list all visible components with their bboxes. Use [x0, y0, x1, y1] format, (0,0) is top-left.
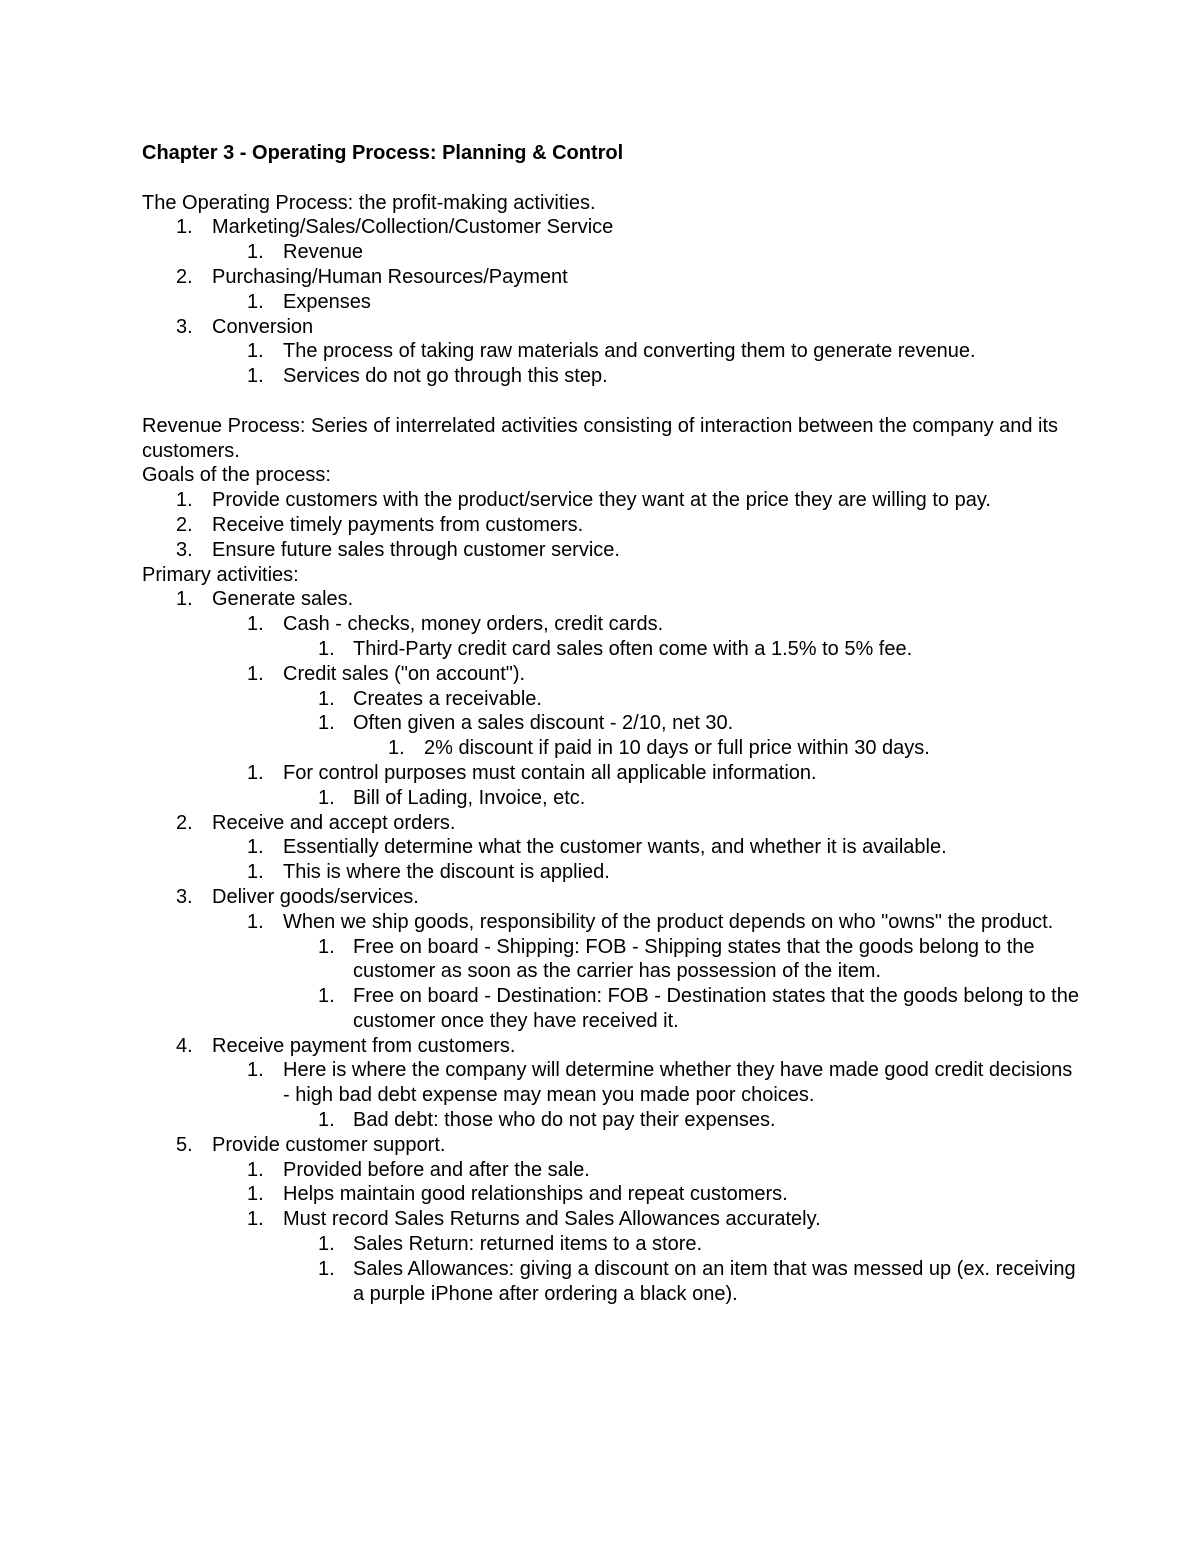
list-item — [142, 910, 1082, 935]
list-text: Must record Sales Returns and Sales Allowances accurately. — [283, 1208, 821, 1231]
list-text: Free on board - Shipping: FOB - Shipping states that the goods belong to the customer as soon as the carrier has possession of the item. — [353, 935, 1035, 983]
list-text: Expenses — [283, 290, 371, 313]
list-text: The process of taking raw materials and converting them to generate revenue. — [283, 340, 976, 363]
list-number: 3. — [176, 315, 193, 338]
list-number: 1. — [318, 1109, 335, 1132]
list-text: Provide customer support. — [212, 1133, 446, 1156]
list-number: 5. — [176, 1133, 193, 1156]
list-text: Purchasing/Human Resources/Payment — [212, 265, 568, 288]
list-item — [142, 786, 1082, 811]
list-number: 2. — [176, 513, 193, 536]
list-number: 1. — [176, 588, 193, 611]
list-text: Third-Party credit card sales often come with a 1.5% to 5% fee. — [353, 637, 913, 660]
list-text: Bill of Lading, Invoice, etc. — [353, 786, 586, 809]
list-text: Helps maintain good relationships and repeat customers. — [283, 1183, 788, 1206]
list-text: Ensure future sales through customer service. — [212, 538, 620, 561]
list-text: Bad debt: those who do not pay their expenses. — [353, 1109, 776, 1132]
list-item — [142, 364, 1082, 389]
list-number: 2. — [176, 265, 193, 288]
list-number: 1. — [247, 861, 264, 884]
list-item — [142, 1108, 1082, 1133]
list-text: Deliver goods/services. — [212, 885, 419, 908]
list-item — [142, 488, 1082, 513]
list-item — [142, 1257, 1082, 1307]
list-item — [142, 935, 1082, 985]
list-text: Free on board - Destination: FOB - Destination states that the goods belong to the customer once they have received it. — [353, 985, 1079, 1032]
list-text: Here is where the company will determine whether they have made good credit decisions - high bad debt expense may mean you made poor choices. — [283, 1059, 1073, 1107]
list-number: 3. — [176, 538, 193, 561]
list-number: 1. — [247, 340, 264, 363]
list-item — [142, 513, 1082, 538]
list-text: Conversion — [212, 315, 314, 338]
list-item — [142, 265, 1082, 290]
list-number: 1. — [247, 836, 264, 859]
document-page — [142, 141, 1082, 1306]
list-number: 1. — [247, 1158, 264, 1181]
list-number: 1. — [176, 489, 193, 512]
list-text: Receive and accept orders. — [212, 811, 456, 834]
list-number: 1. — [318, 786, 335, 809]
list-item — [142, 240, 1082, 265]
list-item — [142, 711, 1082, 736]
list-number: 1. — [247, 1183, 264, 1206]
list-number: 1. — [176, 216, 193, 239]
list-item — [142, 687, 1082, 712]
list-item — [142, 538, 1082, 563]
list-number: 3. — [176, 885, 193, 908]
list-item — [142, 1034, 1082, 1059]
list-number: 1. — [388, 737, 405, 760]
blank-line — [142, 166, 1082, 191]
list-text: Marketing/Sales/Collection/Customer Service — [212, 216, 614, 239]
list-text: Provided before and after the sale. — [283, 1158, 590, 1181]
list-number: 1. — [247, 761, 264, 784]
list-text: Receive timely payments from customers. — [212, 513, 584, 536]
chapter-title: Chapter 3 - Operating Process: Planning & Control — [142, 142, 624, 164]
list-text: Services do not go through this step. — [283, 365, 608, 388]
list-item — [142, 736, 1082, 761]
list-item — [142, 984, 1082, 1034]
list-text: Often given a sales discount - 2/10, net 30. — [353, 712, 734, 735]
list-item — [142, 1207, 1082, 1232]
list-text: Generate sales. — [212, 588, 354, 611]
list-item — [142, 339, 1082, 364]
list-item — [142, 860, 1082, 885]
list-item — [142, 587, 1082, 612]
blank-line — [142, 389, 1082, 414]
list-item — [142, 637, 1082, 662]
list-item — [142, 835, 1082, 860]
list-item — [142, 1158, 1082, 1183]
list-item — [142, 811, 1082, 836]
list-number: 1. — [318, 1257, 335, 1280]
revenue-intro: Revenue Process: Series of interrelated activities consisting of interaction between the company and its customers. — [142, 414, 1059, 462]
list-number: 1. — [318, 1233, 335, 1256]
list-item — [142, 1182, 1082, 1207]
list-item — [142, 1058, 1082, 1108]
list-number: 1. — [247, 1059, 264, 1082]
list-number: 2. — [176, 811, 193, 834]
list-item — [142, 315, 1082, 340]
list-text: 2% discount if paid in 10 days or full price within 30 days. — [424, 737, 930, 760]
list-number: 4. — [176, 1034, 193, 1057]
list-number: 1. — [318, 985, 335, 1008]
list-item — [142, 215, 1082, 240]
list-number: 1. — [247, 1208, 264, 1231]
list-text: Sales Return: returned items to a store. — [353, 1233, 703, 1256]
list-number: 1. — [247, 365, 264, 388]
list-text: Receive payment from customers. — [212, 1034, 516, 1057]
list-number: 1. — [247, 290, 264, 313]
list-text: For control purposes must contain all applicable information. — [283, 761, 817, 784]
list-item — [142, 1232, 1082, 1257]
list-number: 1. — [318, 687, 335, 710]
list-item — [142, 1133, 1082, 1158]
list-text: Essentially determine what the customer wants, and whether it is available. — [283, 836, 947, 859]
list-item — [142, 761, 1082, 786]
list-text: Provide customers with the product/service they want at the price they are willing to pay. — [212, 489, 991, 512]
list-text: This is where the discount is applied. — [283, 861, 610, 884]
goals-heading: Goals of the process: — [142, 464, 331, 487]
list-number: 1. — [318, 935, 335, 958]
primary-heading: Primary activities: — [142, 563, 299, 586]
list-text: Cash - checks, money orders, credit cards. — [283, 613, 664, 636]
list-item — [142, 662, 1082, 687]
list-number: 1. — [247, 910, 264, 933]
list-number: 1. — [318, 637, 335, 660]
list-number: 1. — [318, 712, 335, 735]
list-text: Sales Allowances: giving a discount on an item that was messed up (ex. receiving a purple iPhone after ordering a black one). — [353, 1257, 1076, 1305]
list-item — [142, 612, 1082, 637]
list-text: Credit sales ("on account"). — [283, 662, 526, 685]
list-text: Creates a receivable. — [353, 687, 542, 710]
list-number: 1. — [247, 613, 264, 636]
list-text: When we ship goods, responsibility of the product depends on who "owns" the product. — [283, 910, 1054, 933]
list-item — [142, 290, 1082, 315]
list-item — [142, 885, 1082, 910]
list-number: 1. — [247, 241, 264, 264]
list-number: 1. — [247, 662, 264, 685]
list-text: Revenue — [283, 241, 364, 264]
intro-text: The Operating Process: the profit-making activities. — [142, 191, 596, 214]
